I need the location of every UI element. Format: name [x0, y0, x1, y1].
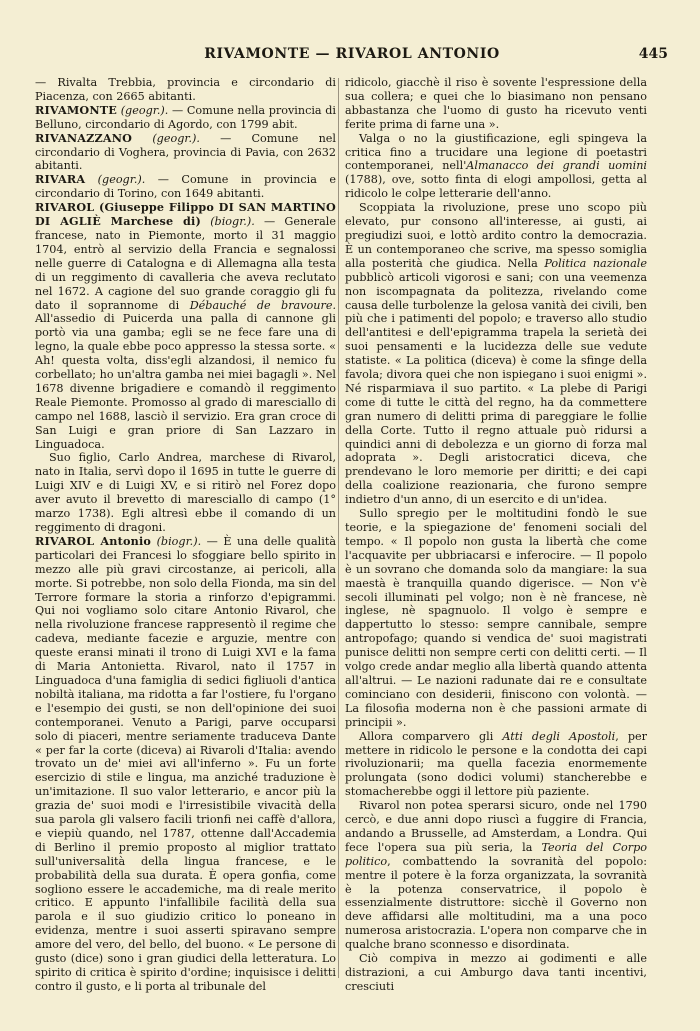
paragraph-text-continued: pubblicò articoli vigorosi e sani; con una veemenza non iscompagnata da politezza, rivelando come causa delle turbolenze la gelosa vanità dei civili, ben più che i patimenti del popolo; e traverso allo studio dell'antitesi e dell'epigramma trapela la serietà dei suoi pensamenti e la lucidezza delle sue vedute statiste. « La politica (diceva) è come la sfinge della favola; divora quei che non ispiegano i suoi enigmi ». Né risparmiava il suo partito. « La plebe di Parigi come di tutte le città del regno, ha da commettere gran numero di delitti prima di pareggiare le follie della Corte. Tutto il regno attuale può ridursi a quindici anni di debolezza e un giorno di forza mal adoprata ». Degli aristocratici diceva, che prendevano le loro memorie per diritti; e dei capi della coalizione reazionaria, che furono sempre indietro d'un anno, di un esercito e di un'idea.	[345, 270, 647, 507]
paragraph-text: — Generale francese, nato in Piemonte, morto il 31 maggio 1704, entrò al servizio della Francia e segnalossi nelle guerre di Catalogna e di Allemagna alla testa di un reggimento di cavalleria che aveva reclutato nel 1672. A cagione del suo grande coraggio gli fu dato il soprannome di	[35, 215, 336, 312]
page-number: 445	[638, 46, 668, 62]
entry-rivarol-giuseppe	[35, 201, 336, 451]
paragraph-text-continued: All'assedio di Puicerda una palla di cannone gli portò via una gamba; egli se ne fece fare una di legno, la quale ebbe poco appresso la stessa sorte. « Ah! questa volta, diss'egli alzandosi, il nemico fu corbellato; ho un'altra gamba nei miei bagagli ». Nel 1678 divenne brigadiere e comandò il reggimento Reale Piemonte. Promosso al grado di maresciallo di campo nel 1688, lasciò il servizio. Era gran croce di San Luigi e gran priore di San Lazzaro in Linguadoca.	[35, 312, 336, 451]
headword: RIVANAZZANO	[35, 130, 133, 145]
italic-title: Politica nazionale	[544, 256, 647, 270]
paragraph-text: Rivarol non potea sperarsi sicuro, onde nel 1790 cercò, e due anni dopo riuscì a fuggire di Francia, andando a Brusselle, ad Amsterdam, a Londra. Qui fece l'opera sua più seria, la	[345, 799, 647, 854]
qualifier: (biogr.).	[210, 215, 255, 229]
paragraph-text-continued: , combattendo la sovranità del popolo: mentre il potere è la forza organizzata, la sovranità è la potenza conservatrice, il popolo è essenzialmente distruttore: sicchè il Governo non deve affidarsi alle moltitudini, ma a una poco numerosa aristocrazia. L'opera non comparve che in qualche brano sconnesso e disordinata.	[345, 854, 647, 952]
paragraph-text: ridicolo, giacchè il riso è sovente l'espressione della sua collera; e quei che lo biasimano non pensano abbastanza che l'uomo di gusto ha ricevuto venti ferite prima di farne una ».	[345, 76, 647, 131]
headword: RIVAROL Antonio	[35, 533, 152, 548]
qualifier: (geogr.).	[152, 131, 200, 145]
page-header	[36, 46, 668, 68]
right-column	[345, 76, 647, 994]
paragraph-amburgo	[345, 952, 647, 994]
paragraph-moltitudini	[345, 507, 647, 730]
qualifier: (biogr.).	[156, 534, 202, 548]
entry-rivanazzano	[35, 132, 336, 174]
paragraph-continued	[345, 76, 647, 132]
paragraph-atti-apostoli	[345, 730, 647, 800]
italic-phrase: Débauché de bravoure.	[189, 298, 336, 312]
left-column	[35, 76, 336, 994]
paragraph-text-continued: , per mettere in ridicolo le persone e la condotta dei capi rivoluzionarii; ma quella facezia enormemente prolungata (sono dodici volumi) stancherebbe e stomacherebbe oggi il lettore più paziente.	[345, 729, 647, 799]
paragraph-carlo-andrea	[35, 451, 336, 534]
paragraph-text: Valga o no la giustificazione, egli spingeva la critica fino a trucidare una legione di poetastri contemporanei, nell'	[345, 131, 647, 173]
paragraph-text: — È una delle qualità particolari dei Francesi lo sfoggiare bello spirito in mezzo alle più gravi circostanze, ai pericoli, alla morte. Si potrebbe, non solo della Fionda, ma sin del Terrore formare la storia a rinforzo d'epigrammi. Qui noi vogliamo solo citare Antonio Rivarol, che nella rivoluzione francese rappresentò il regime che cadeva, mediante facezie e arguzie, mentre con queste eransi minati il trono di Luigi XVI e la fama di Maria Antonietta. Rivarol, nato il 1757 in Linguadoca d'una famiglia di sedici figliuoli d'antica nobiltà italiana, ma ridotta a far l'ostiere, fu l'organo e l'esempio dei gusti, se non dell'opinione dei suoi contemporanei. Venuto a Parigi, parve occuparsi solo di piaceri, mentre seriamente traduceva Dante « per far la corte (diceva) ai Rivaroli d'Italia: avendo trovato un de' miei avi all'inferno ». Fu un forte esercizio di stile e lingua, ma anziché traduzione è un'imitazione. Il suo valor letterario, e ancor più la grazia de' suoi modi e l'irresistibile vivacità della sua parola gli valsero facili trionfi nei caffè d'allora, e viepiù quando, nel 1787, ottenne dall'Accademia di Berlino il premio proposto al miglior trattato sull'universalità della lingua francese, e le probabilità della sua durata. È opera gonfia, come sogliono essere le accademiche, ma di reale merito critico. E appunto l'infallibile facilità della sua parola e il suo giudizio critico lo poneano in evidenza, mentre i suoi asserti spiravano sempre amore del vero, del bello, del buono. « Le persone di gusto (dice) sono i gran giudici della letteratura. Lo spirito di critica è spirito d'ordine; inquisisce i delitti contro il gusto, e li porta al tribunale del	[35, 534, 336, 993]
paragraph-text: Scoppiata la rivoluzione, prese uno scopo più elevato, pur consono all'interesse, ai gusti, ai pregiudizi suoi, e lottò ardito contro la democrazia. È un contemporaneo che scrive, ma spesso somiglia alla posterità che giudica. Nella	[345, 201, 647, 270]
qualifier: (geogr.).	[97, 173, 146, 187]
qualifier: (geogr.).	[120, 103, 169, 117]
italic-title: Atti degli Apostoli	[502, 729, 616, 743]
paragraph-text: — Rivalta Trebbia, provincia e circondario di Piacenza, con 2665 abitanti.	[35, 76, 336, 103]
paragraph-text-continued: (1788), ove, sotto finta di elogi ampollosi, getta al ridicolo le colpe letterarie dell'anno.	[345, 173, 647, 201]
headword: RIVAROL (Giuseppe Filippo DI SAN MARTINO DI AGLIÈ Marchese di)	[35, 200, 336, 229]
paragraph-fuga	[345, 799, 647, 952]
headword: RIVAMONTE	[35, 102, 118, 117]
paragraph-rivoluzione	[345, 201, 647, 507]
italic-title: Teoria del Corpo politico	[345, 840, 647, 868]
paragraph-text: — Comune nella provincia di Belluno, circondario di Agordo, con 1799 abit.	[35, 103, 336, 131]
running-head: RIVAMONTE — RIVAROL ANTONIO	[204, 46, 500, 62]
paragraph-almanacco	[345, 132, 647, 202]
paragraph-text: Ciò compiva in mezzo ai godimenti e alle distrazioni, a cui Amburgo dava tanti incentivi, cresciuti	[345, 952, 647, 993]
entry-rivara	[35, 173, 336, 201]
column-divider	[338, 78, 339, 978]
paragraph-text: Sullo spregio per le moltitudini fondò le sue teorie, e la spiegazione de' fenomeni sociali del tempo. « Il popolo non gusta la libertà che come l'acquavite per ubbriacarsi e inferocire. — Il popolo è un sovrano che domanda solo da mangiare: la sua maestà è tranquilla quando digerisce. — Non v'è secoli illuminati pel volgo; non è nè francese, nè inglese, nè spagnuolo. Il volgo è sempre e dappertutto lo stesso: sempre cannibale, sempre antropofago; quando si vendica de' suoi magistrati punisce delitti non sempre certi con delitti certi. — Il volgo crede andar meglio alla libertà quando attenta all'altrui. — Le nazioni radunate dai re e consultate cominciano con desiderii, finiscono con volontà. — La filosofia moderna non è che passioni armate di principii ».	[345, 507, 647, 729]
entry-rivarol-antonio	[35, 535, 336, 994]
headword: RIVARA	[35, 172, 86, 187]
paragraph-text: Allora comparvero gli	[359, 729, 503, 743]
paragraph-text: Suo figlio, Carlo Andrea, marchese di Rivarol, nato in Italia, servì dopo il 1695 in tutte le guerre di Luigi XIV e di Luigi XV, e si ritirò nel Forez dopo aver avuto il brevetto di maresciallo di campo (1° marzo 1738). Egli altresì ebbe il comando di un reggimento di dragoni.	[35, 451, 336, 534]
paragraph-text: — Comune nel circondario di Voghera, provincia di Pavia, con 2632 abitanti.	[35, 131, 336, 173]
entry-rivamonte	[35, 104, 336, 132]
paragraph-text: — Comune in provincia e circondario di Torino, con 1649 abitanti.	[35, 173, 337, 201]
entry-rivalta-trebbia	[35, 76, 336, 104]
italic-title: Almanacco dei grandi uomini	[466, 159, 647, 173]
